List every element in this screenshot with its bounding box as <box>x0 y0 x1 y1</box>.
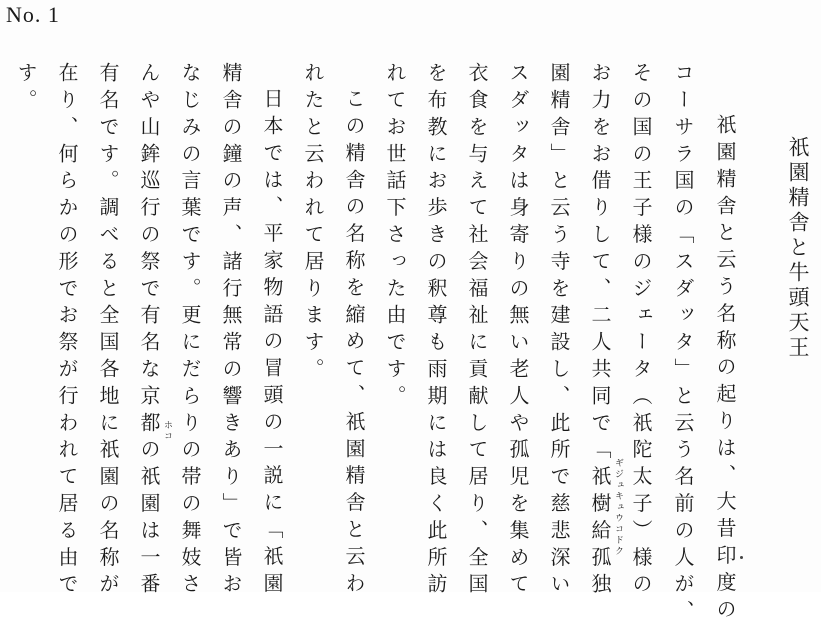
text-column: この精舎の名称を縮めて、祇園精舎と云わ <box>342 88 366 600</box>
scan-speck <box>740 556 743 559</box>
text-column: す。 <box>14 62 38 116</box>
text-column: んや山鉾巡行の祭で有名な京都の祇園は一番 <box>137 62 161 600</box>
text-column: 祇園精舎と云う名称の起りは、大昔印度の <box>713 114 737 626</box>
text-column: その国の王子様のジェータ（祇陀太子）様の <box>629 62 653 600</box>
text-column: を布教にお歩きの釈尊も雨期には良く此所訪 <box>424 62 448 600</box>
furigana-reading: ホコ <box>162 420 172 442</box>
text-column: なじみの言葉です。更にだらりの帯の舞妓さ <box>178 62 202 600</box>
text-column: 在り、何らかの形でお祭が行われて居る由で <box>55 62 79 600</box>
text-column: 精舎の鐘の声、諸行無常の響きあり」で皆お <box>219 62 243 600</box>
page-title: 祇園精舎と牛頭天王 <box>786 136 810 361</box>
text-column: 衣食を与えて社会福祉に貢献して居り、全国 <box>465 62 489 600</box>
text-column: お力をお借りして、二人共同で「祇樹給孤独 <box>588 62 612 600</box>
text-column: スダッタは身寄りの無い老人や孤児を集めて <box>506 62 530 600</box>
text-column: 有名です。調べると全国各地に祇園の名称が <box>96 62 120 600</box>
page-number: No. 1 <box>6 2 60 27</box>
furigana-reading: ギジュキュウコドク <box>613 458 623 557</box>
text-column: 園精舎」と云う寺を建設し、此所で慈悲深い <box>547 62 571 600</box>
text-column: 日本では、平家物語の冒頭の一説に「祇園 <box>260 88 284 600</box>
text-column: れたと云われて居ります。 <box>301 62 325 385</box>
text-column: れてお世話下さった由です。 <box>383 62 407 412</box>
text-column: コーサラ国の「スダッタ」と云う名前の人が、 <box>671 62 695 627</box>
